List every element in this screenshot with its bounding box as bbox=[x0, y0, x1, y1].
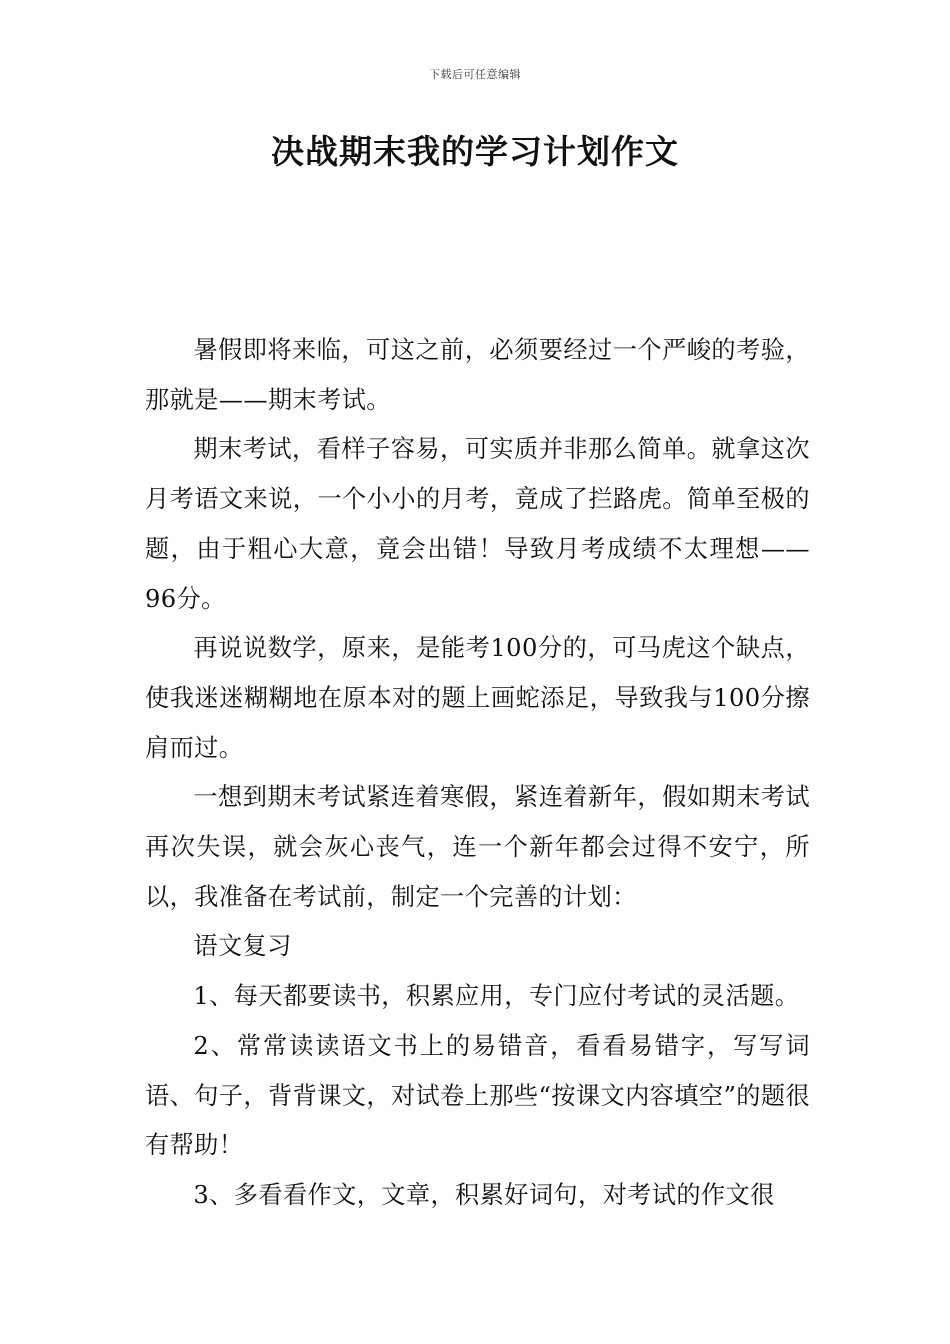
list-item: 3、多看看作文，文章，积累好词句，对考试的作文很 bbox=[193, 1180, 775, 1209]
section-heading: 语文复习 bbox=[193, 932, 292, 961]
header-note: 下载后可任意编辑 bbox=[429, 68, 521, 81]
document-body bbox=[145, 326, 810, 1221]
list-item: 2、常常读读语文书上的易错音，看看易错字，写写词语、句子，背背课文，对试卷上那些“按课文内容填空”的题很有帮助！ bbox=[145, 1031, 810, 1160]
list-item: 1、每天都要读书，积累应用，专门应付考试的灵活题。 bbox=[193, 982, 800, 1011]
paragraph: 期末考试，看样子容易，可实质并非那么简单。就拿这次月考语文来说，一个小小的月考，竟成了拦路虎。简单至极的题，由于粗心大意，竟会出错！导致月考成绩不太理想——96分。 bbox=[145, 435, 810, 613]
paragraph: 暑假即将来临，可这之前，必须要经过一个严峻的考验，那就是——期末考试。 bbox=[145, 336, 810, 414]
document-title: 决战期末我的学习计划作文 bbox=[271, 132, 679, 171]
paragraph: 再说说数学，原来，是能考100分的，可马虎这个缺点，使我迷迷糊糊地在原本对的题上画蛇添足，导致我与100分擦肩而过。 bbox=[145, 634, 810, 762]
paragraph: 一想到期末考试紧连着寒假，紧连着新年，假如期末考试再次失误，就会灰心丧气，连一个新年都会过得不安宁，所以，我准备在考试前，制定一个完善的计划： bbox=[145, 783, 810, 911]
